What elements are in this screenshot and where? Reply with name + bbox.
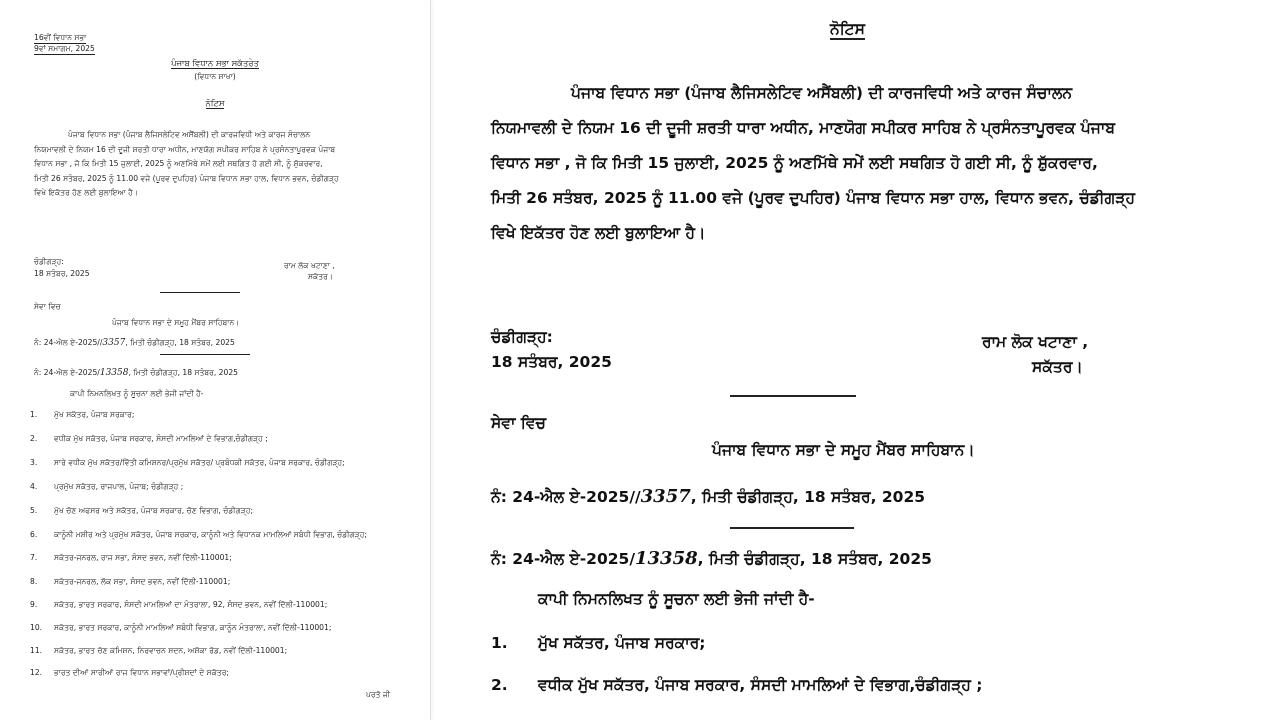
branch-name: (ਵਿਧਾਨ ਸ਼ਾਖਾ) [194, 72, 236, 81]
copy-list-item: ਮੁੱਖ ਚੋਣ ਅਫਸਰ ਅਤੇ ਸਕੱਤਰ, ਪੰਜਾਬ ਸਰਕਾਰ, ਚੋਣ ਵਿਭਾਗ, ਚੰਡੀਗੜ੍ਹ; [54, 506, 254, 515]
copy-list-item: ਭਾਰਤ ਦੀਆਂ ਸਾਰੀਆਂ ਰਾਜ ਵਿਧਾਨ ਸਭਾਵਾਂ/ਪ੍ਰੀਸ਼ਦਾਂ ਦੇ ਸਕੱਤਰ; [54, 668, 229, 677]
recipients: ਪੰਜਾਬ ਵਿਧਾਨ ਸਭਾ ਦੇ ਸਮੂਹ ਮੈਂਬਰ ਸਾਹਿਬਾਨ। [712, 441, 975, 459]
seva-vich: ਸੇਵਾ ਵਿਚ [34, 302, 61, 311]
signatory-name: ਰਾਮ ਲੋਕ ਖਟਾਣਾ , [284, 261, 335, 270]
notice-body [491, 76, 1213, 251]
copy-list-num: 5. [30, 506, 38, 515]
copy-list-item: ਸਕੱਤਰ, ਭਾਰਤ ਸਰਕਾਰ, ਸੰਸਦੀ ਮਾਮਲਿਆਂ ਦਾ ਮੰਤਰਾਲਾ, 92, ਸੰਸਦ ਭਵਨ, ਨਵੀਂ ਦਿੱਲੀ-110001; [54, 600, 328, 609]
place: ਚੰਡੀਗੜ੍ਹ: [34, 257, 64, 266]
body-line: ਮਿਤੀ 26 ਸਤੰਬਰ, 2025 ਨੂੰ 11.00 ਵਜੇ (ਪੂਰਵ ਦੁਪਹਿਰ) ਪੰਜਾਬ ਵਿਧਾਨ ਸਭਾ ਹਾਲ, ਵਿਧਾਨ ਭਵਨ, ਚੰਡੀਗੜ੍ਹ [491, 189, 1135, 207]
copy-list-num: 2. [30, 434, 38, 443]
seva-vich: ਸੇਵਾ ਵਿਚ [491, 414, 546, 432]
copy-list-num: 4. [30, 482, 38, 491]
copy-list-item: ਮੁੱਖ ਸਕੱਤਰ, ਪੰਜਾਬ ਸਰਕਾਰ; [54, 410, 135, 419]
reference-number-1: ਨੰ: 24-ਐਲ ਏ-2025//3357, ਮਿਤੀ ਚੰਡੀਗੜ੍ਹ, 18 ਸਤੰਬਰ, 2025 [491, 486, 926, 507]
copy-list-num: 9. [30, 600, 38, 609]
notice-body-small [34, 128, 394, 201]
copy-list-num: 6. [30, 530, 38, 539]
turn-over-note: ਪਰਤੋ ਜੀ [366, 690, 391, 699]
date: 18 ਸਤੰਬਰ, 2025 [491, 353, 612, 371]
copy-list-num: 12. [30, 668, 43, 677]
date: 18 ਸਤੰਬਰ, 2025 [34, 269, 90, 278]
copy-list-num: 10. [30, 623, 43, 632]
signatory-name: ਰਾਮ ਲੋਕ ਖਟਾਣਾ , [982, 333, 1089, 351]
reference-number-2: ਨੰ: 24-ਐਲ ਏ-2025/13358, ਮਿਤੀ ਚੰਡੀਗੜ੍ਹ, 18 ਸਤੰਬਰ, 2025 [34, 368, 238, 378]
notice-title: ਨੋਟਿਸ [830, 20, 865, 38]
body-line: ਪੰਜਾਬ ਵਿਧਾਨ ਸਭਾ (ਪੰਜਾਬ ਲੈਜਿਸਲੇਟਿਵ ਅਸੈਂਬਲੀ) ਦੀ ਕਾਰਜਵਿਧੀ ਅਤੇ ਕਾਰਜ ਸੰਚਾਲਨ [68, 130, 311, 139]
copy-list-num: 7. [30, 553, 38, 562]
body-line: ਨਿਯਮਾਵਲੀ ਦੇ ਨਿਯਮ 16 ਦੀ ਦੂਜੀ ਸ਼ਰਤੀ ਧਾਰਾ ਅਧੀਨ, ਮਾਣਯੋਗ ਸਪੀਕਰ ਸਾਹਿਬ ਨੇ ਪ੍ਰਸੰਨਤਾਪੂਰਵਕ ਪੰਜਾਬ [491, 119, 1115, 137]
body-line: ਪੰਜਾਬ ਵਿਧਾਨ ਸਭਾ (ਪੰਜਾਬ ਲੈਜਿਸਲੇਟਿਵ ਅਸੈਂਬਲੀ) ਦੀ ਕਾਰਜਵਿਧੀ ਅਤੇ ਕਾਰਜ ਸੰਚਾਲਨ [571, 84, 1073, 102]
notice-page-full [0, 0, 431, 720]
copy-list-item: ਕਾਨੂੰਨੀ ਮਸ਼ੀਰ ਅਤੇ ਪ੍ਰਮੁੱਖ ਸਕੱਤਰ, ਪੰਜਾਬ ਸਰਕਾਰ, ਕਾਨੂੰਨੀ ਅਤੇ ਵਿਧਾਨਕ ਮਾਮਲਿਆਂ ਸਬੰਧੀ ਵਿਭਾਗ, ਚੰਡੀਗੜ੍ਹ; [54, 530, 367, 539]
copy-forwarded-line: ਕਾਪੀ ਨਿਮਨਲਿਖਤ ਨੂੰ ਸੂਚਨਾ ਲਈ ਭੇਜੀ ਜਾਂਦੀ ਹੈ- [70, 389, 204, 398]
copy-list-num: 3. [30, 458, 38, 467]
copy-list-num: 1. [491, 634, 508, 652]
body-line: ਨਿਯਮਾਵਲੀ ਦੇ ਨਿਯਮ 16 ਦੀ ਦੂਜੀ ਸ਼ਰਤੀ ਧਾਰਾ ਅਧੀਨ, ਮਾਣਯੋਗ ਸਪੀਕਰ ਸਾਹਿਬ ਨੇ ਪ੍ਰਸੰਨਤਾਪੂਰਵਕ ਪੰਜਾਬ [34, 144, 336, 154]
copy-list-item: ਵਧੀਕ ਮੁੱਖ ਸਕੱਤਰ, ਪੰਜਾਬ ਸਰਕਾਰ, ਸੰਸਦੀ ਮਾਮਲਿਆਂ ਦੇ ਵਿਭਾਗ,ਚੰਡੀਗੜ੍ਹ ; [54, 434, 268, 443]
copy-list-item: ਵਧੀਕ ਮੁੱਖ ਸਕੱਤਰ, ਪੰਜਾਬ ਸਰਕਾਰ, ਸੰਸਦੀ ਮਾਮਲਿਆਂ ਦੇ ਵਿਭਾਗ,ਚੰਡੀਗੜ੍ਹ ; [538, 676, 983, 694]
notice-title-small: ਨੋਟਿਸ [205, 98, 225, 108]
body-line: ਵਿਖੇ ਇਕੱਤਰ ਹੋਣ ਲਈ ਬੁਲਾਇਆ ਹੈ। [491, 224, 706, 242]
copy-list-num: 2. [491, 676, 508, 694]
notice-page-zoomed [434, 0, 1280, 720]
copy-list-item: ਸਕੱਤਰ, ਭਾਰਤ ਸਰਕਾਰ, ਕਾਨੂੰਨੀ ਮਾਮਲਿਆਂ ਸਬੰਧੀ ਵਿਭਾਗ, ਕਾਨੂੰਨ ਮੰਤਰਾਲਾ, ਨਵੀਂ ਦਿੱਲੀ-110001; [54, 623, 332, 632]
copy-list-item: ਪ੍ਰਮੁੱਖ ਸਕੱਤਰ, ਰਾਜਪਾਲ, ਪੰਜਾਬ; ਚੰਡੀਗੜ੍ਹ ; [54, 482, 184, 491]
copy-list-num: 8. [30, 577, 38, 586]
body-line: ਵਿਧਾਨ ਸਭਾ , ਜੋ ਕਿ ਮਿਤੀ 15 ਜੁਲਾਈ, 2025 ਨੂੰ ਅਣਮਿੱਥੇ ਸਮੇਂ ਲਈ ਸਥਗਿਤ ਹੋ ਗਈ ਸੀ, ਨੂੰ ਸ਼ੁੱਕਰਵਾਰ, [491, 154, 1098, 172]
recipients: ਪੰਜਾਬ ਵਿਧਾਨ ਸਭਾ ਦੇ ਸਮੂਹ ਮੈਂਬਰ ਸਾਹਿਬਾਨ। [112, 318, 240, 327]
divider [160, 354, 250, 355]
secretariat-name: ਪੰਜਾਬ ਵਿਧਾਨ ਸਭਾ ਸਕੱਤਰੇਤ [171, 58, 259, 68]
copy-list-num: 11. [30, 646, 43, 655]
signatory-title: ਸਕੱਤਰ। [308, 272, 333, 281]
signatory-title: ਸਕੱਤਰ। [1032, 358, 1083, 376]
reference-number-1: ਨੰ: 24-ਐਲ ਏ-2025//3357, ਮਿਤੀ ਚੰਡੀਗੜ੍ਹ, 18 ਸਤੰਬਰ, 2025 [34, 338, 235, 348]
place: ਚੰਡੀਗੜ੍ਹ: [491, 328, 553, 346]
copy-forwarded-line: ਕਾਪੀ ਨਿਮਨਲਿਖਤ ਨੂੰ ਸੂਚਨਾ ਲਈ ਭੇਜੀ ਜਾਂਦੀ ਹੈ- [538, 590, 815, 608]
copy-list-item: ਸਾਰੇ ਵਧੀਕ ਮੁੱਖ ਸਕੱਤਰ/ਵਿੱਤੀ ਕਮਿਸ਼ਨਰ/ਪ੍ਰਮੁੱਖ ਸਕੱਤਰ/ ਪ੍ਰਬੰਧਕੀ ਸਕੱਤਰ, ਪੰਜਾਬ ਸਰਕਾਰ, ਚੰਡੀਗੜ੍ਹ; [54, 458, 345, 467]
body-line: ਮਿਤੀ 26 ਸਤੰਬਰ, 2025 ਨੂੰ 11.00 ਵਜੇ (ਪੂਰਵ ਦੁਪਹਿਰ) ਪੰਜਾਬ ਵਿਧਾਨ ਸਭਾ ਹਾਲ, ਵਿਧਾਨ ਭਵਨ, ਚੰਡੀਗੜ੍ਹ [34, 173, 339, 183]
body-line: ਵਿਧਾਨ ਸਭਾ , ਜੋ ਕਿ ਮਿਤੀ 15 ਜੁਲਾਈ, 2025 ਨੂੰ ਅਣਮਿੱਥੇ ਸਮੇਂ ਲਈ ਸਥਗਿਤ ਹੋ ਗਈ ਸੀ, ਨੂੰ ਸ਼ੁੱਕਰਵਾਰ, [34, 159, 323, 168]
session-number: 9ਵਾਂ ਸਮਾਗਮ, 2025 [34, 44, 95, 53]
divider [730, 395, 856, 397]
copy-list-item: ਸਕੱਤਰ-ਜਨਰਲ, ਲੋਕ ਸਭਾ, ਸੰਸਦ ਭਵਨ, ਨਵੀਂ ਦਿੱਲੀ-110001; [54, 577, 231, 586]
copy-list-item: ਮੁੱਖ ਸਕੱਤਰ, ਪੰਜਾਬ ਸਰਕਾਰ; [538, 634, 706, 652]
divider [730, 527, 854, 529]
assembly-number: 16ਵੀਂ ਵਿਧਾਨ ਸਭਾ [34, 33, 87, 42]
body-line: ਵਿਖੇ ਇਕੱਤਰ ਹੋਣ ਲਈ ਬੁਲਾਇਆ ਹੈ। [34, 188, 138, 197]
divider [160, 292, 240, 293]
copy-list-item: ਸਕੱਤਰ, ਭਾਰਤ ਚੋਣ ਕਮਿਸ਼ਨ, ਨਿਰਵਾਚਨ ਸਦਨ, ਅਸ਼ੋਕਾ ਰੋਡ, ਨਵੀਂ ਦਿੱਲੀ-110001; [54, 646, 288, 655]
copy-list-num: 1. [30, 410, 38, 419]
copy-list-item: ਸਕੱਤਰ-ਜਨਰਲ, ਰਾਜ ਸਭਾ, ਸੰਸਦ ਭਵਨ, ਨਵੀਂ ਦਿੱਲੀ-110001; [54, 553, 232, 562]
reference-number-2: ਨੰ: 24-ਐਲ ਏ-2025/13358, ਮਿਤੀ ਚੰਡੀਗੜ੍ਹ, 18 ਸਤੰਬਰ, 2025 [491, 548, 932, 569]
